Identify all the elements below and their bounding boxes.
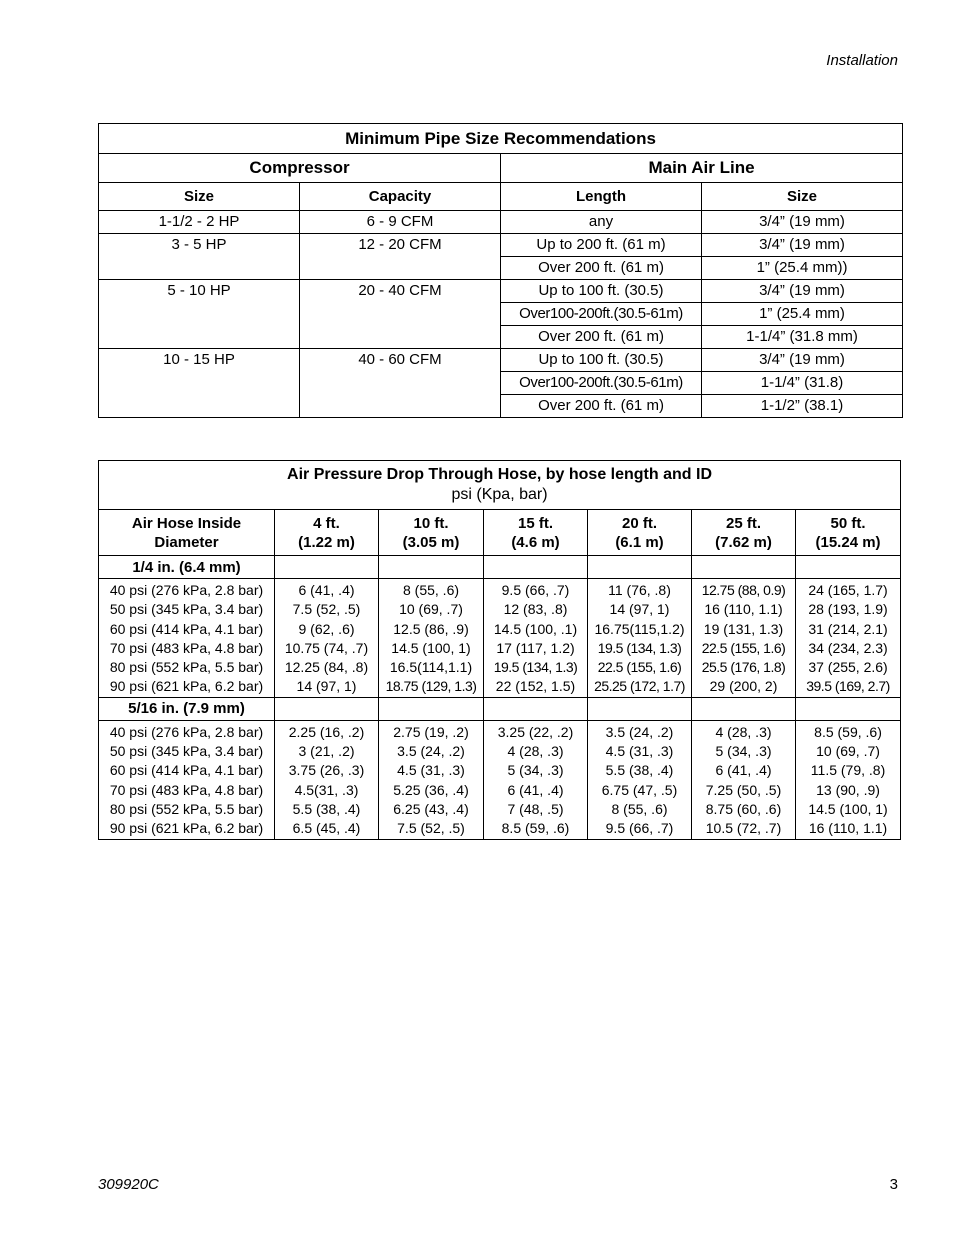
pressure-drop-value: 6 (41, .4) <box>298 582 355 598</box>
pressure-drop-value: 3.5 (24, .2) <box>605 723 674 740</box>
pressure-drop-value: 37 (255, 2.6) <box>808 659 888 676</box>
pressure-drop-value: 3 (21, .2) <box>298 743 355 760</box>
compressor-capacity-cell: 20 - 40 CFM <box>300 280 501 349</box>
pressure-drop-value: 9.5 (66, .7) <box>605 820 674 837</box>
pressure-label: 60 psi (414 kPa, 4.1 bar) <box>109 620 264 637</box>
pressure-drop-cell <box>379 579 484 698</box>
pipe-size-table <box>98 123 903 418</box>
pressure-drop-value: 16 (110, 1.1) <box>808 820 888 837</box>
hose-section-row <box>99 697 901 720</box>
col-header-50ft <box>796 510 901 556</box>
line-size-cell: 3/4” (19 mm) <box>702 280 903 303</box>
col-header-metric: (6.1 m) <box>615 533 664 551</box>
pressure-drop-value: 5.5 (38, .4) <box>605 762 674 779</box>
pressure-drop-value: 14.5 (100, 1) <box>808 800 888 817</box>
pressure-drop-value: 16.75(115,1.2) <box>594 620 685 637</box>
col-header-hose-id-line2: Diameter <box>154 533 219 551</box>
document-number: 309920C <box>98 1176 159 1193</box>
pressure-drop-cell <box>379 720 484 839</box>
empty-cell <box>484 556 588 579</box>
pressure-drop-value: 4.5 (31, .3) <box>605 743 674 760</box>
pressure-label: 50 psi (345 kPa, 3.4 bar) <box>109 743 264 760</box>
line-size-cell: 1” (25.4 mm) <box>702 303 903 326</box>
pressure-label: 70 psi (483 kPa, 4.8 bar) <box>109 639 264 656</box>
compressor-group-header: Compressor <box>99 154 501 183</box>
pressure-drop-value: 10 (69, .7) <box>816 743 880 760</box>
empty-cell <box>379 697 484 720</box>
pressure-drop-value: 12.75 (88, 0.9) <box>701 582 786 598</box>
pressure-drop-value: 9 (62, .6) <box>298 620 355 637</box>
hose-diameter-label: 1/4 in. (6.4 mm) <box>99 556 275 579</box>
pipe-table-title: Minimum Pipe Size Recommendations <box>99 124 903 154</box>
col-header-metric: (1.22 m) <box>298 533 355 551</box>
empty-cell <box>484 697 588 720</box>
pressure-drop-value: 19.5 (134, 1.3) <box>597 639 682 656</box>
pressure-label: 90 psi (621 kPa, 6.2 bar) <box>109 820 264 837</box>
pressure-label: 90 psi (621 kPa, 6.2 bar) <box>109 678 264 695</box>
pressure-drop-value: 4.5 (31, .3) <box>397 762 465 779</box>
col-header-length: 4 ft. <box>313 514 340 532</box>
line-length-cell: any <box>501 211 702 234</box>
pressure-label: 80 psi (552 kPa, 5.5 bar) <box>109 800 264 817</box>
pressure-drop-value: 2.25 (16, .2) <box>288 723 365 740</box>
pressure-drop-value: 3.75 (26, .3) <box>288 762 365 779</box>
pressure-drop-value: 39.5 (169, 2.7) <box>806 678 890 695</box>
pressure-drop-value: 18.75 (129, 1.3) <box>385 678 477 695</box>
compressor-capacity-cell: 6 - 9 CFM <box>300 211 501 234</box>
pressure-drop-value: 25.5 (176, 1.8) <box>701 659 786 676</box>
pressure-drop-value: 22 (152, 1.5) <box>495 678 576 695</box>
pressure-table-title: Air Pressure Drop Through Hose, by hose length and ID <box>287 466 712 483</box>
col-header-metric: (7.62 m) <box>715 533 772 551</box>
pressure-drop-value: 34 (234, 2.3) <box>808 639 888 656</box>
pressure-drop-value: 25.25 (172, 1.7) <box>594 678 685 695</box>
pressure-drop-value: 17 (117, 1.2) <box>496 639 575 656</box>
pipe-table-body <box>99 211 903 418</box>
pressure-drop-value: 6.75 (47, .5) <box>601 781 678 798</box>
pressure-drop-value: 6.25 (43, .4) <box>393 800 469 817</box>
line-length-cell: Over 200 ft. (61 m) <box>501 395 702 418</box>
col-header-length: 50 ft. <box>830 514 866 532</box>
pressure-drop-value: 8.5 (59, .6) <box>501 820 570 837</box>
pressure-drop-cell <box>692 579 796 698</box>
line-size-cell: 1-1/2” (38.1) <box>702 395 903 418</box>
pressure-drop-value: 7 (48, .5) <box>507 800 564 817</box>
pressure-drop-value: 10.5 (72, .7) <box>705 820 782 837</box>
empty-cell <box>275 556 379 579</box>
pressure-drop-value: 10.75 (74, .7) <box>284 639 369 656</box>
pressure-drop-cell <box>484 720 588 839</box>
empty-cell <box>796 697 901 720</box>
col-header-25ft <box>692 510 796 556</box>
col-header-length: 15 ft. <box>517 514 553 532</box>
pressure-drop-value: 16 (110, 1.1) <box>704 601 783 618</box>
empty-cell <box>379 556 484 579</box>
pressure-label: 40 psi (276 kPa, 2.8 bar) <box>109 723 264 740</box>
empty-cell <box>275 697 379 720</box>
pressure-drop-value: 14.5 (100, 1) <box>391 639 471 656</box>
compressor-size-cell: 10 - 15 HP <box>99 349 300 418</box>
pressure-drop-value: 24 (165, 1.7) <box>808 582 888 598</box>
pressure-label: 60 psi (414 kPa, 4.1 bar) <box>109 762 264 779</box>
pressure-drop-value: 4.5(31, .3) <box>294 781 359 798</box>
compressor-size-cell: 1-1/2 - 2 HP <box>99 211 300 234</box>
line-length-cell: Up to 200 ft. (61 m) <box>501 234 702 257</box>
pressure-list-cell <box>99 579 275 698</box>
pressure-drop-table <box>98 460 901 840</box>
pressure-drop-value: 22.5 (155, 1.6) <box>701 639 786 656</box>
pressure-drop-value: 31 (214, 2.1) <box>808 620 888 637</box>
compressor-size-cell: 3 - 5 HP <box>99 234 300 280</box>
pressure-label: 80 psi (552 kPa, 5.5 bar) <box>109 659 264 676</box>
pressure-drop-value: 12.5 (86, .9) <box>393 620 469 637</box>
col-header-capacity: Capacity <box>300 183 501 211</box>
pressure-drop-cell <box>275 720 379 839</box>
pressure-drop-value: 5.25 (36, .4) <box>393 781 469 798</box>
pressure-drop-value: 11.5 (79, .8) <box>810 762 886 779</box>
col-header-length: Length <box>501 183 702 211</box>
pressure-label: 70 psi (483 kPa, 4.8 bar) <box>109 781 264 798</box>
empty-cell <box>588 556 692 579</box>
pressure-drop-value: 9.5 (66, .7) <box>501 582 570 598</box>
hose-data-row <box>99 579 901 698</box>
line-length-cell: Over100-200ft.(30.5-61m) <box>501 303 702 326</box>
pressure-drop-value: 13 (90, .9) <box>816 781 880 798</box>
line-length-cell: Up to 100 ft. (30.5) <box>501 280 702 303</box>
pressure-drop-value: 7.5 (52, .5) <box>397 820 465 837</box>
pressure-drop-value: 14 (97, 1) <box>609 601 670 618</box>
section-header: Installation <box>826 52 898 69</box>
pressure-drop-value: 7.25 (50, .5) <box>705 781 782 798</box>
pressure-drop-cell <box>692 720 796 839</box>
empty-cell <box>692 556 796 579</box>
line-size-cell: 3/4” (19 mm) <box>702 234 903 257</box>
col-header-length: 20 ft. <box>621 514 657 532</box>
line-length-cell: Up to 100 ft. (30.5) <box>501 349 702 372</box>
col-header-metric: (15.24 m) <box>815 533 881 551</box>
pressure-drop-value: 2.75 (19, .2) <box>393 723 469 740</box>
pressure-label: 40 psi (276 kPa, 2.8 bar) <box>109 582 264 598</box>
col-header-hose-id <box>99 510 275 556</box>
pressure-drop-value: 4 (28, .3) <box>507 743 564 760</box>
line-length-cell: Over 200 ft. (61 m) <box>501 326 702 349</box>
col-header-4ft <box>275 510 379 556</box>
compressor-capacity-cell: 40 - 60 CFM <box>300 349 501 418</box>
pressure-drop-value: 14 (97, 1) <box>296 678 357 695</box>
col-header-10ft <box>379 510 484 556</box>
col-header-length: 25 ft. <box>725 514 761 532</box>
pressure-drop-value: 19.5 (134, 1.3) <box>493 659 578 676</box>
col-header-hose-id-line1: Air Hose Inside <box>131 514 242 532</box>
hose-section-row <box>99 556 901 579</box>
pressure-drop-value: 5 (34, .3) <box>507 762 564 779</box>
line-size-cell: 3/4” (19 mm) <box>702 211 903 234</box>
compressor-capacity-cell: 12 - 20 CFM <box>300 234 501 280</box>
pressure-table-title-cell <box>99 461 901 510</box>
empty-cell <box>588 697 692 720</box>
line-size-cell: 1-1/4” (31.8) <box>702 372 903 395</box>
pipe-table-row <box>99 211 903 234</box>
pipe-table-row <box>99 349 903 372</box>
pressure-list-cell <box>99 720 275 839</box>
col-header-size: Size <box>99 183 300 211</box>
col-header-metric: (3.05 m) <box>402 533 460 551</box>
col-header-line-size: Size <box>702 183 903 211</box>
col-header-length: 10 ft. <box>413 514 449 532</box>
line-length-cell: Over 200 ft. (61 m) <box>501 257 702 280</box>
line-size-cell: 1-1/4” (31.8 mm) <box>702 326 903 349</box>
pressure-drop-value: 8 (55, .6) <box>402 582 460 598</box>
pressure-drop-value: 12 (83, .8) <box>503 601 568 618</box>
line-length-cell: Over100-200ft.(30.5-61m) <box>501 372 702 395</box>
pressure-table-body <box>99 556 901 840</box>
col-header-15ft <box>484 510 588 556</box>
pressure-drop-value: 5.5 (38, .4) <box>292 800 361 817</box>
pressure-drop-value: 16.5(114,1.1) <box>389 659 473 676</box>
pressure-drop-value: 7.5 (52, .5) <box>292 601 361 618</box>
col-header-20ft <box>588 510 692 556</box>
empty-cell <box>796 556 901 579</box>
pressure-drop-value: 6.5 (45, .4) <box>292 820 361 837</box>
pressure-drop-value: 28 (193, 1.9) <box>808 601 888 618</box>
pressure-drop-value: 29 (200, 2) <box>709 678 778 695</box>
pressure-drop-value: 3.5 (24, .2) <box>397 743 465 760</box>
col-header-metric: (4.6 m) <box>511 533 560 551</box>
pressure-drop-value: 10 (69, .7) <box>399 601 463 618</box>
page-number: 3 <box>889 1176 898 1193</box>
pressure-drop-value: 3.25 (22, .2) <box>497 723 574 740</box>
pressure-label: 50 psi (345 kPa, 3.4 bar) <box>109 601 264 618</box>
pressure-drop-value: 12.25 (84, .8) <box>284 659 369 676</box>
line-size-cell: 1” (25.4 mm)) <box>702 257 903 280</box>
pressure-drop-value: 6 (41, .4) <box>715 762 772 779</box>
line-size-cell: 3/4” (19 mm) <box>702 349 903 372</box>
pressure-table-subtitle: psi (Kpa, bar) <box>451 486 548 503</box>
pressure-drop-value: 11 (76, .8) <box>608 582 671 598</box>
pipe-table-row <box>99 234 903 257</box>
main-air-line-group-header: Main Air Line <box>501 154 903 183</box>
pipe-table-row <box>99 280 903 303</box>
pressure-drop-cell <box>588 579 692 698</box>
pressure-drop-value: 8 (55, .6) <box>611 800 668 817</box>
pressure-drop-cell <box>275 579 379 698</box>
hose-diameter-label: 5/16 in. (7.9 mm) <box>99 697 275 720</box>
pressure-drop-value: 22.5 (155, 1.6) <box>597 659 682 676</box>
hose-data-row <box>99 720 901 839</box>
pressure-drop-value: 14.5 (100, .1) <box>493 620 578 637</box>
pressure-drop-value: 5 (34, .3) <box>715 743 772 760</box>
pressure-drop-value: 8.5 (59, .6) <box>814 723 882 740</box>
empty-cell <box>692 697 796 720</box>
pressure-drop-cell <box>588 720 692 839</box>
pressure-drop-value: 4 (28, .3) <box>715 723 772 740</box>
pressure-drop-cell <box>796 579 901 698</box>
pressure-drop-cell <box>796 720 901 839</box>
pressure-drop-value: 8.75 (60, .6) <box>705 800 782 817</box>
pressure-drop-value: 6 (41, .4) <box>507 781 564 798</box>
compressor-size-cell: 5 - 10 HP <box>99 280 300 349</box>
pressure-drop-value: 19 (131, 1.3) <box>703 620 784 637</box>
pressure-drop-cell <box>484 579 588 698</box>
